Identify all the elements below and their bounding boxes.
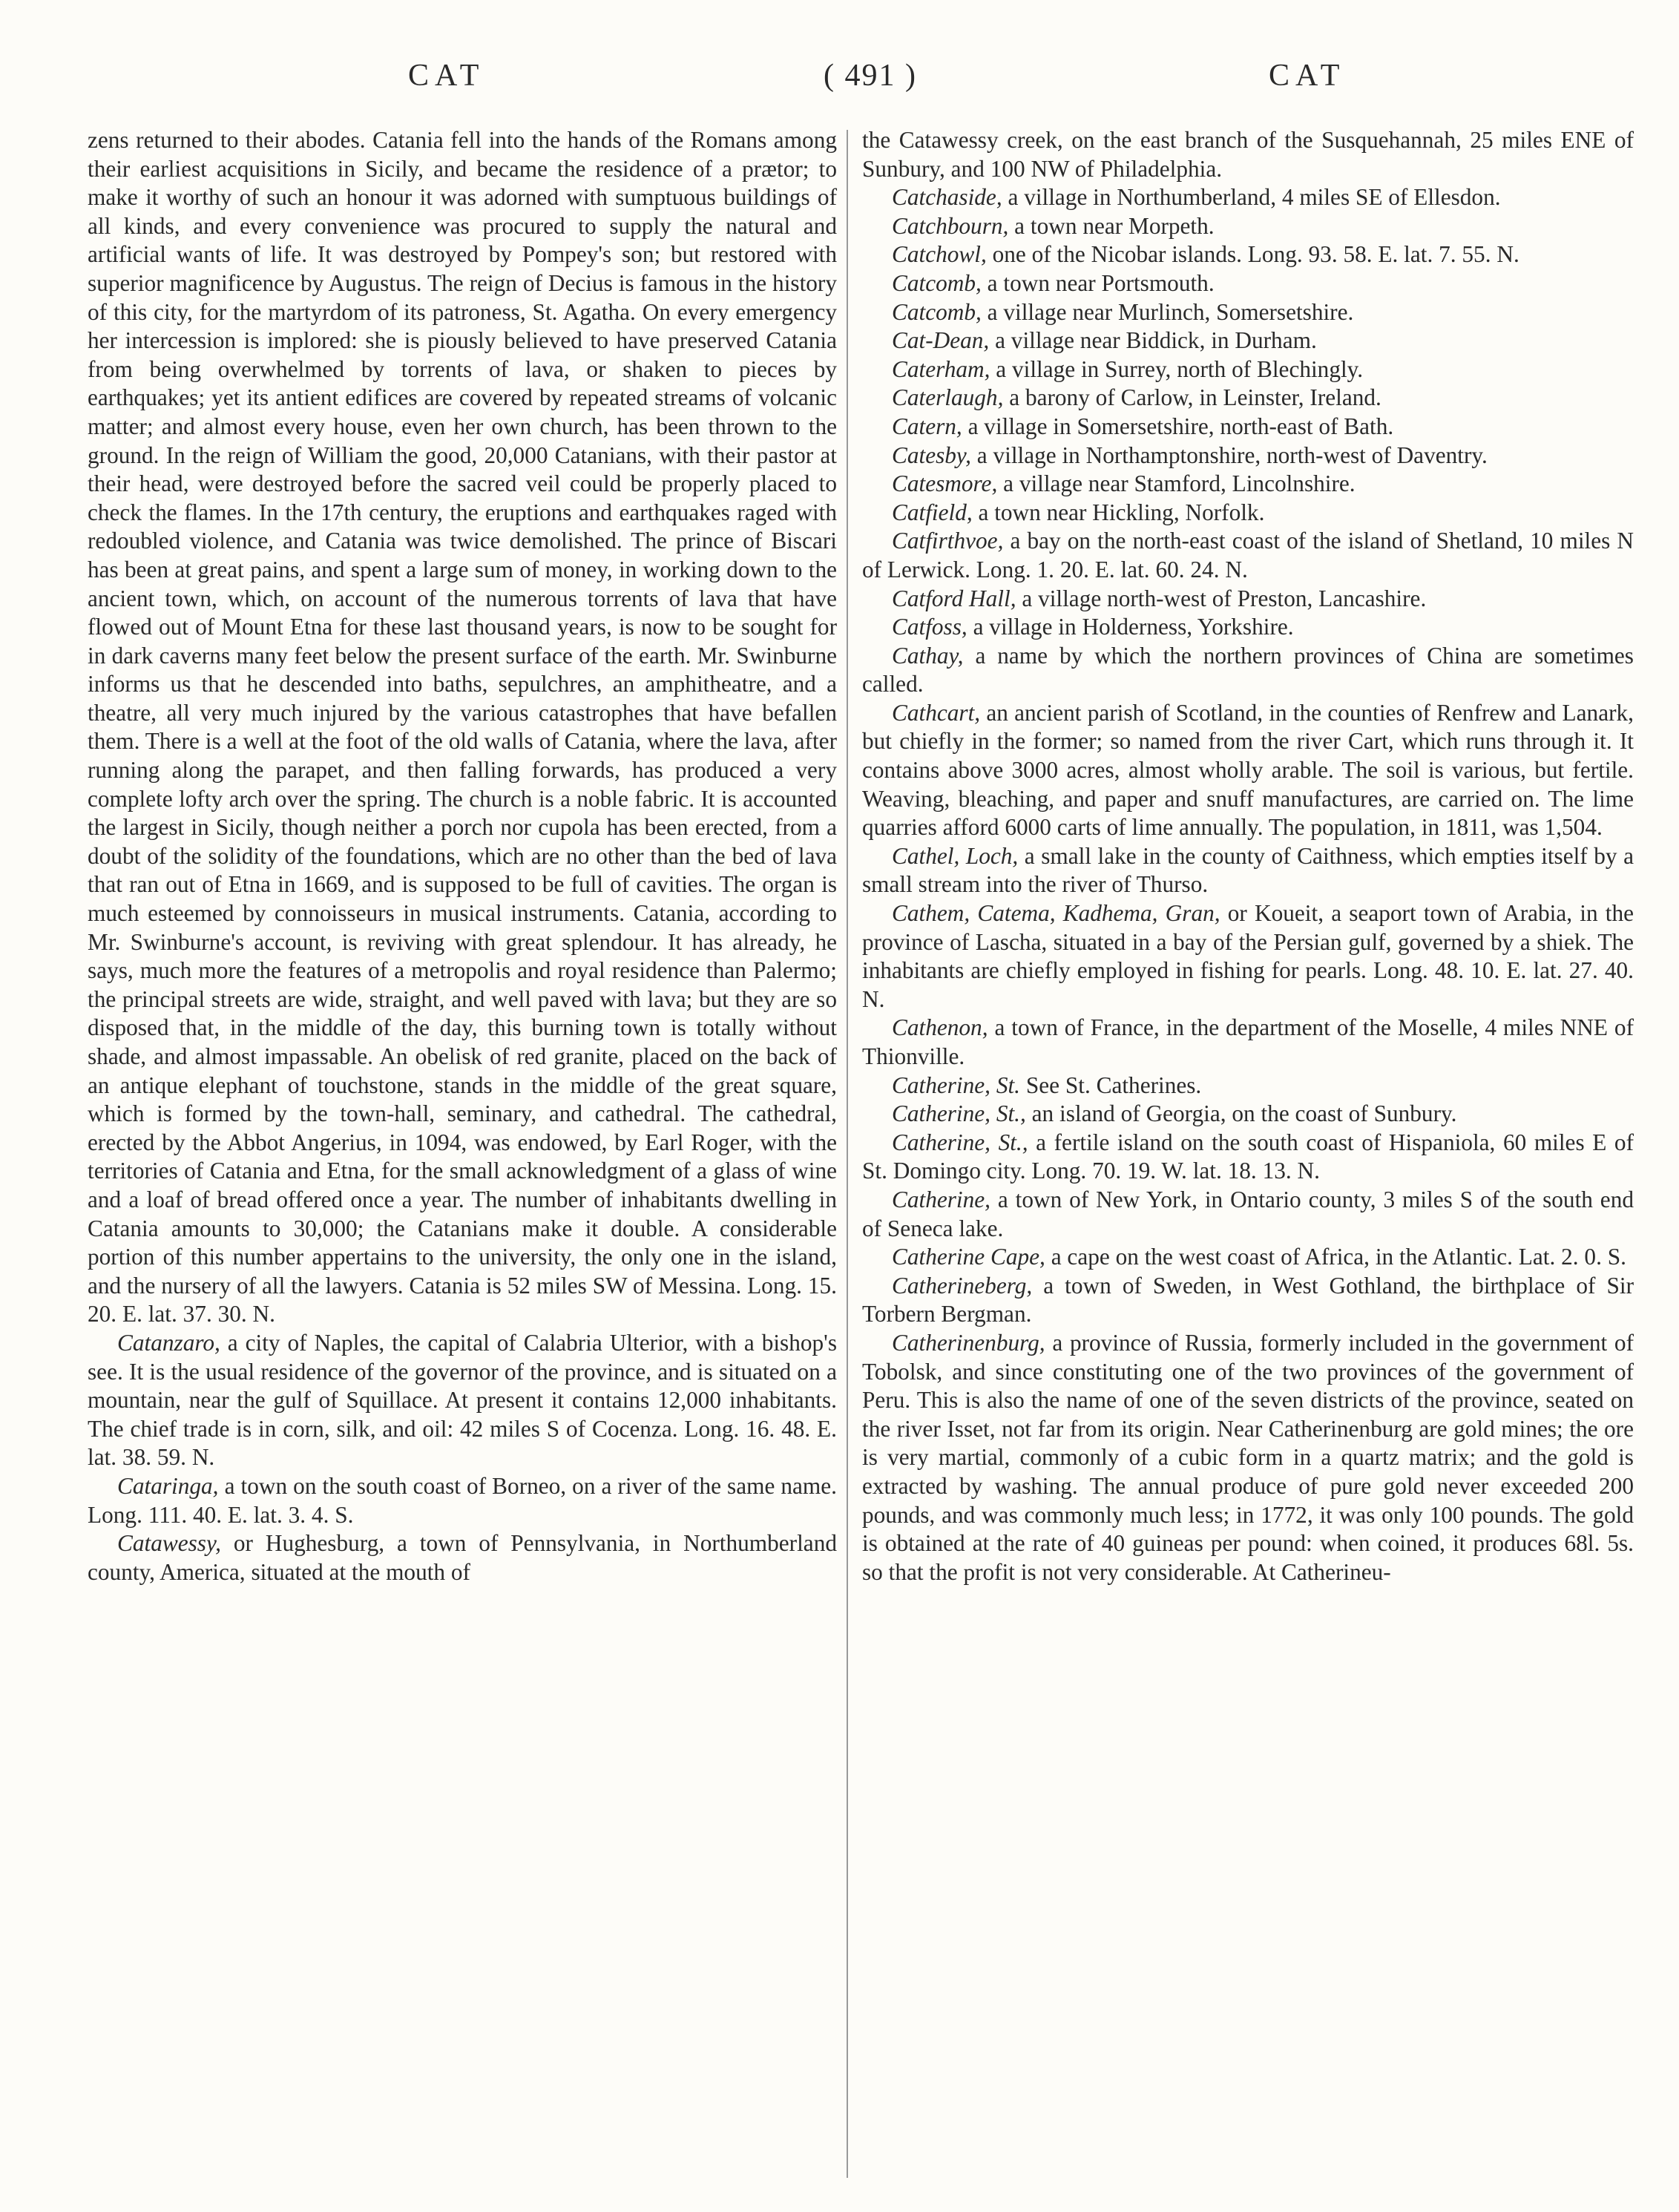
entry-text: a village in Northumberland, 4 miles SE of Ellesdon.	[1002, 184, 1501, 211]
dictionary-entry	[862, 269, 1634, 298]
dictionary-entry	[862, 413, 1634, 442]
dictionary-entry	[88, 1472, 837, 1529]
header-left: CAT	[408, 59, 485, 93]
entry-headword: Catcomb,	[892, 298, 982, 325]
entry-text: the Catawessy creek, on the east branch of the Susquehannah, 25 miles ENE of Sunbury, and 100 NW of Philadelphia.	[862, 127, 1634, 182]
header-right: CAT	[1269, 59, 1346, 93]
dictionary-entry	[862, 642, 1634, 699]
entry-text: a village in Holderness, Yorkshire.	[967, 614, 1294, 640]
running-header	[82, 58, 1597, 110]
entry-headword: Catesby,	[892, 442, 971, 468]
entry-text: a town of Sweden, in West Gothland, the birthplace of Sir Torbern Bergman.	[862, 1272, 1634, 1327]
entry-text: a village in Northamptonshire, north-west of Daventry.	[970, 442, 1488, 468]
entry-headword: Catfield,	[892, 499, 973, 525]
entry-text: an island of Georgia, on the coast of Sunbury.	[1025, 1100, 1457, 1127]
entry-headword: Catchaside,	[892, 184, 1002, 211]
entry-headword: Cathenon,	[892, 1014, 988, 1041]
dictionary-entry	[862, 899, 1634, 1014]
entry-headword: Cathcart,	[892, 699, 981, 726]
entry-text: a town near Morpeth.	[1008, 212, 1215, 239]
entry-headword: Catfirthvoe,	[892, 528, 1004, 554]
entry-text: a village near Murlinch, Somersetshire.	[981, 298, 1354, 325]
dictionary-entry	[862, 183, 1634, 212]
left-column	[88, 126, 837, 1586]
right-column	[862, 126, 1634, 1586]
entry-text: a cape on the west coast of Africa, in the Atlantic. Lat. 2. 0. S.	[1045, 1244, 1626, 1270]
dictionary-entry	[862, 442, 1634, 470]
entry-headword: Catanzaro,	[117, 1329, 220, 1356]
dictionary-entry	[862, 1071, 1634, 1100]
entry-headword: Catherine, St.,	[892, 1100, 1026, 1127]
column-divider	[847, 130, 848, 2178]
dictionary-entry	[862, 212, 1634, 241]
entry-headword: Cathel, Loch,	[892, 842, 1019, 869]
entry-headword: Catherine, St.,	[892, 1129, 1028, 1155]
entry-headword: Catesmore,	[892, 470, 998, 497]
entry-headword: Catchowl,	[892, 241, 987, 268]
entry-text: a fertile island on the south coast of Hispaniola, 60 miles E of St. Domingo city. Long. 70. 19. W. lat. 18. 13. N.	[862, 1129, 1634, 1184]
dictionary-entry	[862, 1129, 1634, 1186]
entry-headword: Cathem, Catema, Kadhema, Gran,	[892, 900, 1220, 927]
dictionary-entry	[862, 699, 1634, 842]
entry-text: a village north-west of Preston, Lancashire.	[1016, 585, 1427, 611]
dictionary-entry	[862, 1272, 1634, 1329]
entry-text: a village near Stamford, Lincolnshire.	[997, 470, 1356, 497]
dictionary-entry	[862, 1329, 1634, 1586]
dictionary-entry	[862, 384, 1634, 413]
entry-headword: Caterlaugh,	[892, 384, 1004, 411]
dictionary-entry	[862, 842, 1634, 899]
page-number: ( 491 )	[824, 59, 917, 93]
entry-headword: Catfoss,	[892, 614, 967, 640]
dictionary-entry	[862, 326, 1634, 355]
dictionary-entry	[862, 1186, 1634, 1243]
dictionary-entry	[862, 1243, 1634, 1272]
entry-text: a name by which the northern provinces of China are sometimes called.	[862, 642, 1634, 698]
entry-headword: Cathay,	[892, 642, 964, 669]
entry-headword: Cat-Dean,	[892, 327, 990, 354]
dictionary-entry	[862, 585, 1634, 614]
entry-headword: Catawessy,	[117, 1530, 221, 1557]
entry-headword: Catherineberg,	[892, 1272, 1033, 1299]
entry-headword: Caterham,	[892, 355, 990, 382]
dictionary-entry	[88, 1529, 837, 1586]
entry-text: zens returned to their abodes. Catania fell into the hands of the Romans among their earliest acquisitions in Sicily, and became the residence of a prætor; to make it worthy of such an honour it was adorned with sumptuous buildings of all kinds, and every convenience was procured to supply the natural and artificial wants of life. It was destroyed by Pompey's son; but restored with superior magnificence by Augustus. The reign of Decius is famous in the history of this city, for the martyrdom of its patroness, St. Agatha. On every emergency her intercession is implored: she is piously believed to have preserved Catania from being overwhelmed by torrents of lava, or shaken to pieces by earthquakes; yet its antient edifices are covered by repeated streams of volcanic matter; and almost every house, even her own church, has been thrown to the ground. In the reign of William the good, 20,000 Catanians, with their pastor at their head, were destroyed before the sacred veil could be properly placed to check the flames. In the 17th century, the eruptions and earthquakes raged with redoubled violence, and Catania was twice demolished. The prince of Biscari has been at great pains, and spent a large sum of money, in working down to the ancient town, which, on account of the numerous torrents of lava that have flowed out of Mount Etna for these last thousand years, is now to be sought for in dark caverns many feet below the present surface of the earth. Mr. Swinburne informs us that he descended into baths, sepulchres, an amphitheatre, and a theatre, all very much injured by the various catastrophes that have befallen them. There is a well at the foot of the old walls of Catania, where the lava, after running along the parapet, and then falling forwards, has produced a very complete lofty arch over the spring. The church is a noble fabric. It is accounted the largest in Sicily, though neither a porch nor cupola has been erected, from a doubt of the solidity of the foundations, which are no other than the bed of lava that ran out of Etna in 1669, and is supposed to be full of cavities. The organ is much esteemed by connoisseurs in musical instruments. Catania, according to Mr. Swinburne's account, is reviving with great splendour. It has already, he says, much more the features of a metropolis and royal residence than Palermo; the principal streets are wide, straight, and well paved with lava; but they are so disposed that, in the middle of the day, this burning town is totally without shade, and almost impassable. An obelisk of red granite, placed on the back of an antique elephant of touchstone, stands in the middle of the great square, which is formed by the town-hall, seminary, and cathedral. The cathedral, erected by the Abbot Angerius, in 1094, was endowed, by Earl Roger, with the territories of Catania and Etna, for the small acknowledgment of a glass of wine and a loaf of bread offered once a year. The number of inhabitants dwelling in Catania amounts to 30,000; the Catanians make it double. A considerable portion of this number appertains to the university, the only one in the island, and the nursery of all the lawyers. Catania is 52 miles SW of Messina. Long. 15. 20. E. lat. 37. 30. N.	[88, 127, 837, 1327]
entry-headword: Catchbourn,	[892, 212, 1009, 239]
entry-headword: Catcomb,	[892, 269, 982, 296]
entry-text: a barony of Carlow, in Leinster, Ireland.	[1003, 384, 1381, 411]
dictionary-entry	[862, 1100, 1634, 1129]
entry-text: a village in Somersetshire, north-east of Bath.	[962, 413, 1394, 439]
entry-text: a town near Portsmouth.	[981, 269, 1215, 296]
entry-text: one of the Nicobar islands. Long. 93. 58. E. lat. 7. 55. N.	[986, 241, 1519, 268]
entry-text: a town of France, in the department of the Moselle, 4 miles NNE of Thionville.	[862, 1014, 1634, 1069]
entry-text: a village in Surrey, north of Blechingly.	[990, 355, 1364, 382]
entry-text: an ancient parish of Scotland, in the counties of Renfrew and Lanark, but chiefly in the former; so named from the river Cart, which runs through it. It contains above 3000 acres, almost wholly arable. The soil is various, but fertile. Weaving, bleaching, and paper and snuff manufactures, are carried on. The lime quarries afford 6000 carts of lime annually. The population, in 1811, was 1,504.	[862, 699, 1634, 841]
dictionary-entry	[862, 1014, 1634, 1071]
continued-text	[862, 126, 1634, 183]
entry-text: a city of Naples, the capital of Calabria Ulterior, with a bishop's see. It is the usual residence of the governor of the province, and is situated on a mountain, near the gulf of Squillace. At present it contains 12,000 inhabitants. The chief trade is in corn, silk, and oil: 42 miles S of Cocenza. Long. 16. 48. E. lat. 38. 59. N.	[88, 1329, 837, 1471]
entry-text: or Hughesburg, a town of Pennsylvania, in Northumberland county, America, situated at the mouth of	[88, 1530, 837, 1585]
dictionary-entry	[862, 613, 1634, 642]
entry-headword: Catford Hall,	[892, 585, 1016, 611]
entry-headword: Catherinenburg,	[892, 1329, 1045, 1356]
dictionary-entry	[862, 240, 1634, 269]
continued-text	[88, 126, 837, 1329]
entry-text: a small lake in the county of Caithness, which empties itself by a small stream into the river of Thurso.	[862, 842, 1634, 898]
dictionary-entry	[88, 1329, 837, 1472]
entry-text: See St. Catherines.	[1020, 1071, 1202, 1098]
entry-text: a bay on the north-east coast of the island of Shetland, 10 miles N of Lerwick. Long. 1. 20. E. lat. 60. 24. N.	[862, 528, 1634, 582]
dictionary-entry	[862, 499, 1634, 528]
entry-headword: Catherine,	[892, 1186, 990, 1212]
entry-text: a town of New York, in Ontario county, 3 miles S of the south end of Seneca lake.	[862, 1186, 1634, 1241]
entry-text: a town near Hickling, Norfolk.	[972, 499, 1265, 525]
dictionary-entry	[862, 355, 1634, 384]
entry-headword: Catherine, St.	[892, 1071, 1020, 1098]
dictionary-entry	[862, 527, 1634, 584]
entry-text: a province of Russia, formerly included in the government of Tobolsk, and since constituting one of the two provinces of the government of Peru. This is also the name of one of the seven districts of the province, seated on the river Isset, not far from its origin. Near Catherinenburg are gold mines; the ore is very martial, commonly of a cubic form in a quartz matrix; and the gold is extracted by washing. The annual produce of pure gold never exceeded 200 pounds, and was commonly much less; in 1772, it was only 100 pounds. The gold is obtained at the rate of 40 guineas per pound: when coined, it produces 68l. 5s. so that the profit is not very considerable. At Catherineu-	[862, 1329, 1634, 1585]
entry-text: a village near Biddick, in Durham.	[989, 327, 1317, 354]
entry-headword: Cataringa,	[117, 1472, 219, 1499]
entry-text: a town on the south coast of Borneo, on a river of the same name. Long. 111. 40. E. lat. 3. 4. S.	[88, 1472, 837, 1528]
dictionary-entry	[862, 298, 1634, 327]
entry-text: or Koueit, a seaport town of Arabia, in the province of Lascha, situated in a bay of the Persian gulf, governed by a shiek. The inhabitants are chiefly employed in fishing for pearls. Long. 48. 10. E. lat. 27. 40. N.	[862, 900, 1634, 1012]
dictionary-entry	[862, 470, 1634, 499]
entry-headword: Catern,	[892, 413, 962, 439]
entry-headword: Catherine Cape,	[892, 1244, 1045, 1270]
